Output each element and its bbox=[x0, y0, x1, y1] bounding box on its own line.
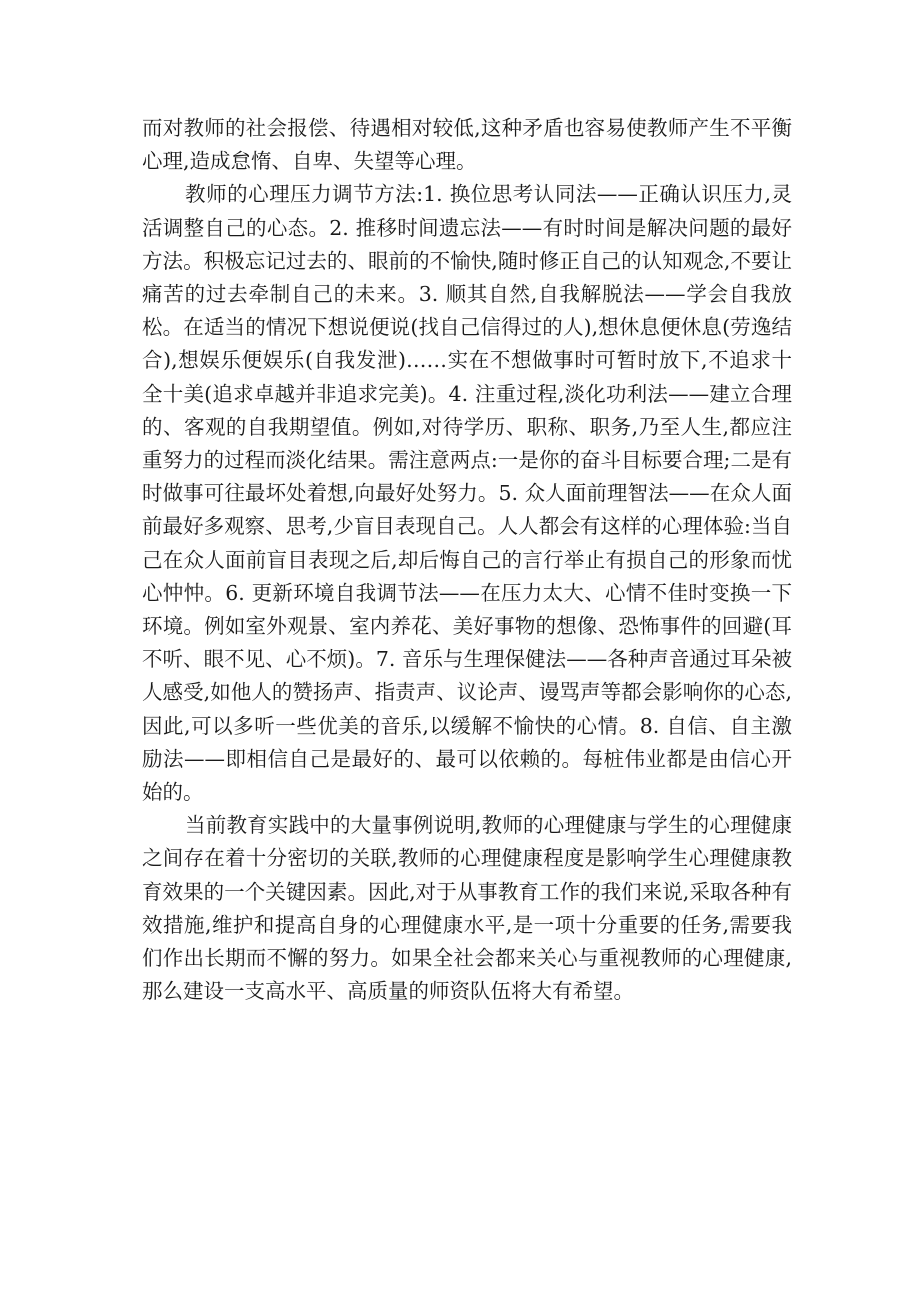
paragraph-continuation: 而对教师的社会报偿、待遇相对较低,这种矛盾也容易使教师产生不平衡心理,造成怠惰、自卑、失望等心理。 bbox=[142, 116, 792, 174]
paragraph-pressure-methods: 教师的心理压力调节方法:1. 换位思考认同法——正确认识压力,灵活调整自己的心态。2. 推移时间遗忘法——有时时间是解决问题的最好方法。积极忘记过去的、眼前的不愉快,随时修正自己的认知观念,不要让痛苦的过去牵制自己的未来。3. 顺其自然,自我解脱法——学会自我放松。在适当的情况下想说便说(找自己信得过的人),想休息便休息(劳逸结合),想娱乐便娱乐(自我发泄)……实在不想做事时可暂时放下,不追求十全十美(追求卓越并非追求完美)。4. 注重过程,淡化功利法——建立合理的、客观的自我期望值。例如,对待学历、职称、职务,乃至人生,都应注重努力的过程而淡化结果。需注意两点:一是你的奋斗目标要合理;二是有时做事可往最坏处着想,向最好处努力。5. 众人面前理智法——在众人面前最好多观察、思考,少盲目表现自己。人人都会有这样的心理体验:当自己在众人面前盲目表现之后,却后悔自己的言行举止有损自己的形象而忧心忡忡。6. 更新环境自我调节法——在压力太大、心情不佳时变换一下环境。例如室外观景、室内养花、美好事物的想像、恐怖事件的回避(耳不听、眼不见、心不烦)。7. 音乐与生理保健法——各种声音通过耳朵被人感受,如他人的赞扬声、指责声、议论声、谩骂声等都会影响你的心态,因此,可以多听一些优美的音乐,以缓解不愉快的心情。8. 自信、自主激励法——即相信自己是最好的、最可以依赖的。每桩伟业都是由信心开始的。 bbox=[142, 182, 792, 805]
document-body bbox=[142, 112, 792, 1008]
paragraph-conclusion: 当前教育实践中的大量事例说明,教师的心理健康与学生的心理健康之间存在着十分密切的关联,教师的心理健康程度是影响学生心理健康教育效果的一个关键因素。因此,对于从事教育工作的我们来说,采取各种有效措施,维护和提高自身的心理健康水平,是一项十分重要的任务,需要我们作出长期而不懈的努力。如果全社会都来关心与重视教师的心理健康,那么建设一支高水平、高质量的师资队伍将大有希望。 bbox=[142, 813, 792, 1004]
